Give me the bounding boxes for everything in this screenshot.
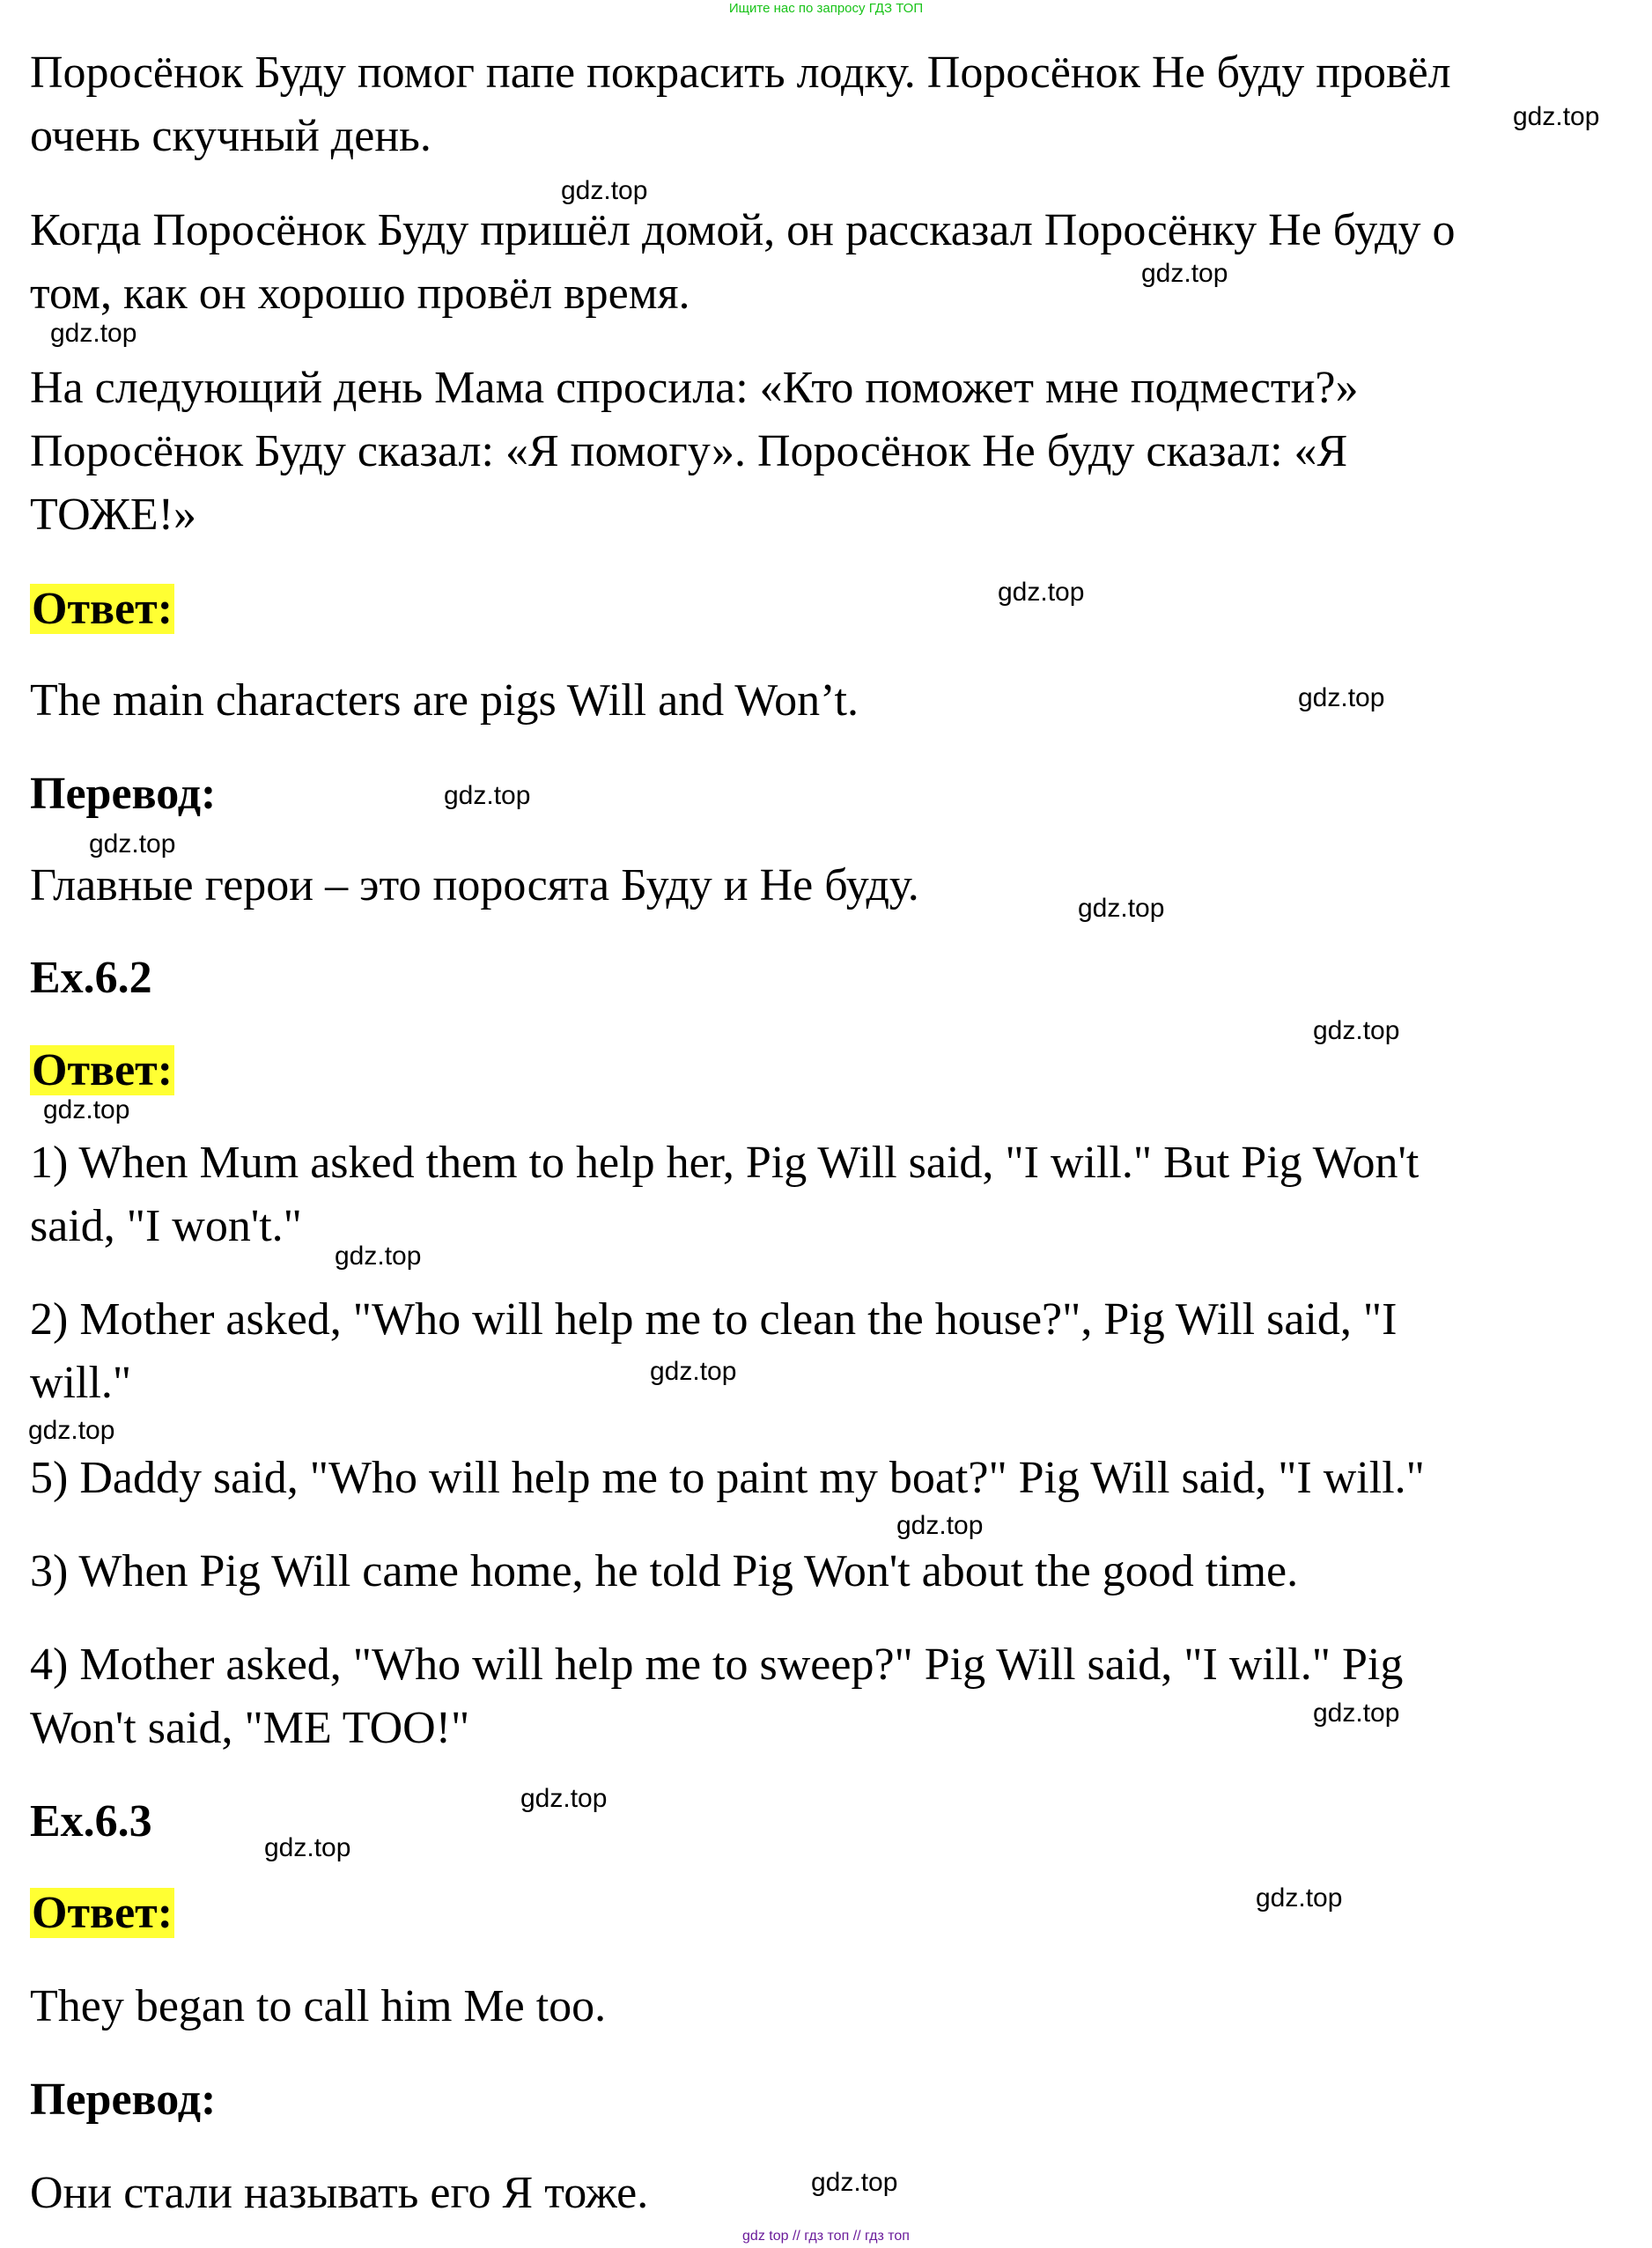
watermark: gdz.top — [264, 1833, 351, 1862]
text-line: том, как он хорошо провёл время. — [30, 269, 690, 319]
text-line: 1) When Mum asked them to help her, Pig Will said, "I will." But Pig Won't — [30, 1138, 1420, 1188]
text-line: said, "I won't." — [30, 1201, 302, 1251]
text-line: Когда Поросёнок Буду пришёл домой, он рассказал Поросёнку Не буду о — [30, 205, 1456, 255]
watermark: gdz.top — [561, 176, 648, 205]
watermark: gdz.top — [1078, 894, 1165, 923]
answer-heading — [30, 1039, 174, 1102]
watermark: gdz.top — [1298, 683, 1385, 712]
exercise-heading: Ex.6.3 — [30, 1796, 152, 1846]
watermark: gdz.top — [89, 829, 176, 859]
text-line: 4) Mother asked, "Who will help me to sweep?" Pig Will said, "I will." Pig — [30, 1640, 1404, 1690]
watermark: gdz.top — [811, 2168, 898, 2197]
text-line: 3) When Pig Will came home, he told Pig Won't about the good time. — [30, 1546, 1299, 1596]
watermark: gdz.top — [43, 1095, 130, 1124]
text-line: Они стали называть его Я тоже. — [30, 2168, 649, 2218]
text-line: Поросёнок Буду сказал: «Я помогу». Поросёнок Не буду сказал: «Я — [30, 426, 1348, 476]
watermark: gdz.top — [1141, 259, 1228, 288]
watermark: gdz.top — [650, 1357, 737, 1386]
text-line: ТОЖЕ!» — [30, 490, 197, 540]
answer-label: Ответ: — [32, 1045, 173, 1095]
translation-heading: Перевод: — [30, 2075, 217, 2125]
watermark: gdz.top — [1313, 1016, 1400, 1045]
answer-heading — [30, 578, 174, 641]
text-line: The main characters are pigs Will and Won’t. — [30, 675, 859, 726]
translation-heading: Перевод: — [30, 769, 217, 819]
text-line: 5) Daddy said, "Who will help me to paint my boat?" Pig Will said, "I will." — [30, 1453, 1425, 1503]
text-line: очень скучный день. — [30, 111, 431, 161]
text-line: Поросёнок Буду помог папе покрасить лодку. Поросёнок Не буду провёл — [30, 48, 1451, 98]
answer-label: Ответ: — [32, 584, 173, 634]
watermark: gdz.top — [896, 1511, 984, 1540]
text-line: Won't said, "ME TOO!" — [30, 1703, 470, 1753]
watermark: gdz.top — [50, 319, 137, 348]
text-line: 2) Mother asked, "Who will help me to clean the house?", Pig Will said, "I — [30, 1294, 1398, 1345]
text-line: Главные герои – это поросята Буду и Не буду. — [30, 860, 919, 910]
exercise-heading: Ex.6.2 — [30, 953, 152, 1003]
watermark: gdz.top — [1256, 1883, 1343, 1913]
watermark: gdz.top — [335, 1242, 422, 1271]
footer: gdz top // гдз топ // гдз топ — [742, 2229, 910, 2244]
text-line: На следующий день Мама спросила: «Кто поможет мне подмести?» — [30, 363, 1359, 413]
text-line: They began to call him Me too. — [30, 1981, 607, 2031]
watermark: gdz.top — [1513, 102, 1600, 131]
watermark: gdz.top — [520, 1784, 608, 1813]
watermark: gdz.top — [444, 781, 531, 810]
watermark: gdz.top — [998, 578, 1085, 607]
answer-heading — [30, 1882, 174, 1945]
watermark: gdz.top — [1313, 1699, 1400, 1728]
answer-label: Ответ: — [32, 1888, 173, 1938]
watermark: gdz.top — [28, 1416, 115, 1445]
text-line: will." — [30, 1358, 132, 1408]
top-banner: Ищите нас по запросу ГДЗ ТОП — [728, 1, 924, 16]
